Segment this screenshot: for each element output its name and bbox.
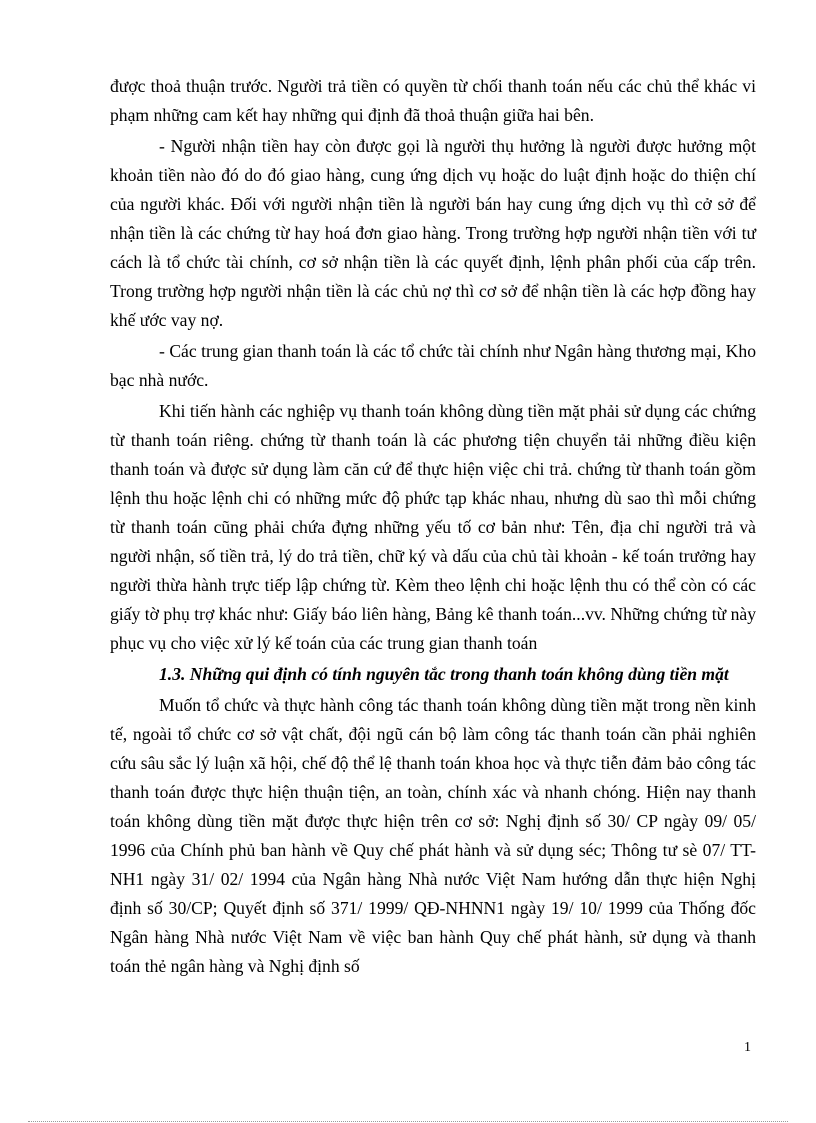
section-heading: 1.3. Những qui định có tính nguyên tắc trong thanh toán không dùng tiền mặt: [159, 664, 729, 684]
page-number: 1: [744, 1040, 751, 1055]
page-bottom-divider: [28, 1121, 788, 1122]
page-body: [110, 72, 756, 981]
paragraph-payment-documents: Khi tiến hành các nghiệp vụ thanh toán không dùng tiền mặt phải sử dụng các chứng từ thanh toán riêng. chứng từ thanh toán là các phương tiện chuyển tải những điều kiện thanh toán và được sử dụng làm căn cứ để thực hiện việc chi trả. chứng từ thanh toán gồm lệnh thu hoặc lệnh chi có những mức độ phức tạp khác nhau, nhưng dù sao thì mỗi chứng từ thanh toán cũng phải chứa đựng những yếu tố cơ bản như: Tên, địa chỉ người trả và người nhận, số tiền trả, lý do trả tiền, chữ ký và dấu của chủ tài khoản - kế toán trưởng hay người thừa hành trực tiếp lập chứng từ. Kèm theo lệnh chi hoặc lệnh thu có thể còn có các giấy tờ phụ trợ khác như: Giấy báo liên hàng, Bảng kê thanh toán...vv. Những chứng từ này phục vụ cho việc xử lý kế toán của các trung gian thanh toán: [110, 401, 756, 653]
paragraph-intermediaries: - Các trung gian thanh toán là các tổ chức tài chính như Ngân hàng thương mại, Kho bạc nhà nước.: [110, 341, 756, 390]
paragraph-regulations: Muốn tổ chức và thực hành công tác thanh toán không dùng tiền mặt trong nền kinh tế, ngoài tổ chức cơ sở vật chất, đội ngũ cán bộ làm công tác thanh toán cần phải nghiên cứu sâu sắc lý luận xã hội, chế độ thể lệ thanh toán khoa học và thực tiễn đảm bảo công tác thanh toán được thực hiện thuận tiện, an toàn, chính xác và nhanh chóng. Hiện nay thanh toán không dùng tiền mặt được thực hiện trên cơ sở: Nghị định số 30/ CP ngày 09/ 05/ 1996 của Chính phủ ban hành về Quy chế phát hành và sử dụng séc; Thông tư sè 07/ TT-NH1 ngày 31/ 02/ 1994 của Ngân hàng Nhà nước Việt Nam hướng dẫn thực hiện Nghị định số 30/CP; Quyết định số 371/ 1999/ QĐ-NHNN1 ngày 19/ 10/ 1999 của Thống đốc Ngân hàng Nhà nước Việt Nam về việc ban hành Quy chế phát hành, sử dụng và thanh toán thẻ ngân hàng và Nghị định số: [110, 695, 756, 976]
paragraph-payee: - Người nhận tiền hay còn được gọi là người thụ hưởng là người được hưởng một khoản tiền nào đó do đó giao hàng, cung ứng dịch vụ hoặc do luật định hoặc do thiện chí của người khác. Đối với người nhận tiền là người bán hay cung ứng dịch vụ thì cở sở để nhận tiền là các chứng từ hay hoá đơn giao hàng. Trong trường hợp người nhận tiền với tư cách là tổ chức tài chính, cơ sở nhận tiền là các quyết định, lệnh phân phối của cấp trên. Trong trường hợp người nhận tiền là các chủ nợ thì cơ sở để nhận tiền là các hợp đồng hay khế ước vay nợ.: [110, 136, 756, 330]
paragraph-continuation: được thoả thuận trước. Người trả tiền có quyền từ chối thanh toán nếu các chủ thể khác vi phạm những cam kết hay những qui định đã thoả thuận giữa hai bên.: [110, 76, 756, 125]
